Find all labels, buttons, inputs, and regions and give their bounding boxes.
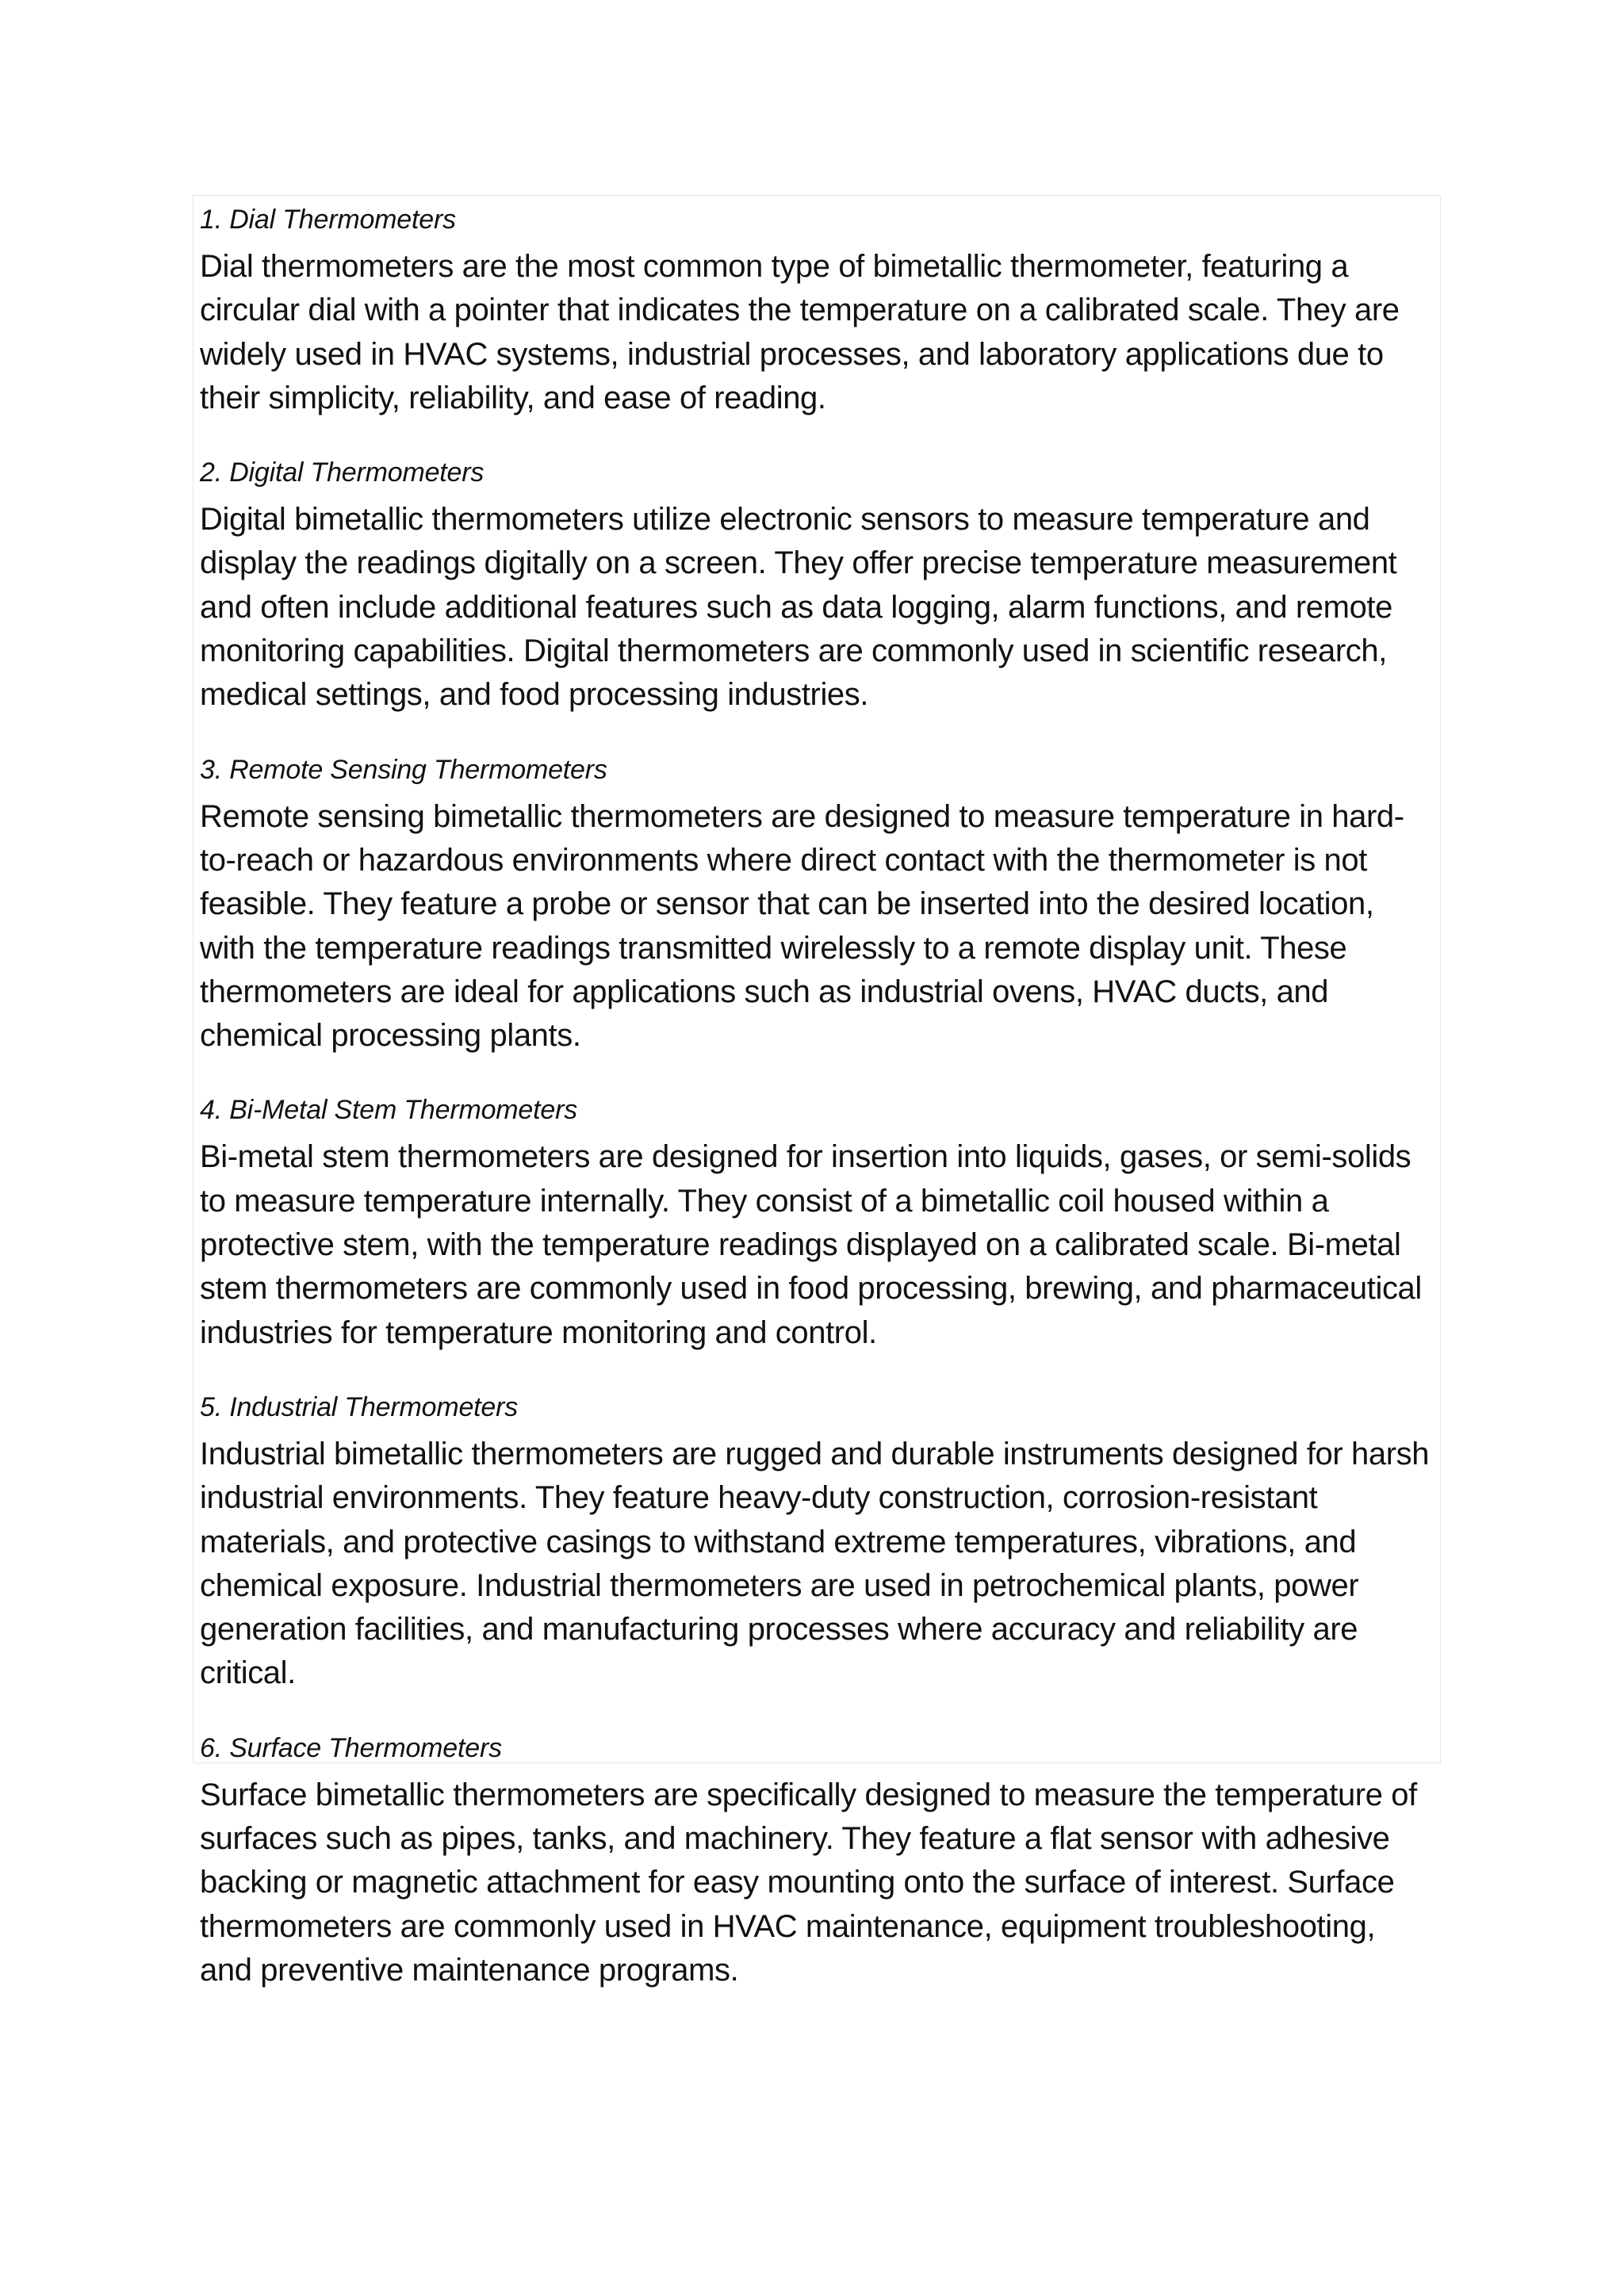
section-heading: 3. Remote Sensing Thermometers	[200, 754, 607, 785]
section-body: Digital bimetallic thermometers utilize electronic sensors to measure temperature and display the readings digitally on a screen. They offer precise temperature measurement and often include additional features such as data logging, alarm functions, and remote monitoring capabilities. Digital thermometers are commonly used in scientific research, medical settings, and food processing industries.	[200, 502, 1397, 713]
section-body: Industrial bimetallic thermometers are rugged and durable instruments designed for harsh industrial environments. They feature heavy-duty construction, corrosion-resistant materials, and protective casings to withstand extreme temperatures, vibrations, and chemical exposure. Industrial thermometers are used in petrochemical plants, power generation facilities, and manufacturing processes where accuracy and reliability are critical.	[200, 1436, 1430, 1691]
section-surface-thermometers	[200, 1731, 1434, 1992]
section-heading: 6. Surface Thermometers	[200, 1732, 502, 1763]
document-content	[193, 195, 1441, 1988]
section-industrial-thermometers	[200, 1390, 1434, 1696]
section-remote-sensing-thermometers	[200, 752, 1434, 1058]
section-bi-metal-stem-thermometers	[200, 1093, 1434, 1354]
section-heading: 1. Dial Thermometers	[200, 205, 456, 235]
section-digital-thermometers	[200, 455, 1434, 717]
section-body: Dial thermometers are the most common type of bimetallic thermometer, featuring a circular dial with a pointer that indicates the temperature on a calibrated scale. They are widely used in HVAC systems, industrial processes, and laboratory applications due to their simplicity, reliability, and ease of reading.	[200, 249, 1400, 415]
section-body: Bi-metal stem thermometers are designed for insertion into liquids, gases, or semi-solids to measure temperature internally. They consist of a bimetallic coil housed within a protective stem, with the temperature readings displayed on a calibrated scale. Bi-metal stem thermometers are commonly used in food processing, brewing, and pharmaceutical industries for temperature monitoring and control.	[200, 1139, 1422, 1350]
section-heading: 4. Bi-Metal Stem Thermometers	[200, 1095, 577, 1126]
section-dial-thermometers	[200, 202, 1434, 420]
section-body: Surface bimetallic thermometers are specifically designed to measure the temperature of surfaces such as pipes, tanks, and machinery. They feature a flat sensor with adhesive backing or magnetic attachment for easy mounting onto the surface of interest. Surface thermometers are commonly used in HVAC maintenance, equipment troubleshooting, and preventive maintenance programs.	[200, 1777, 1417, 1988]
section-heading: 2. Digital Thermometers	[200, 457, 485, 488]
section-heading: 5. Industrial Thermometers	[200, 1391, 519, 1422]
section-body: Remote sensing bimetallic thermometers are designed to measure temperature in hard-to-reach or hazardous environments where direct contact with the thermometer is not feasible. They feature a probe or sensor that can be inserted into the desired location, with the temperature readings transmitted wirelessly to a remote display unit. These thermometers are ideal for applications such as industrial ovens, HVAC ducts, and chemical processing plants.	[200, 798, 1404, 1054]
